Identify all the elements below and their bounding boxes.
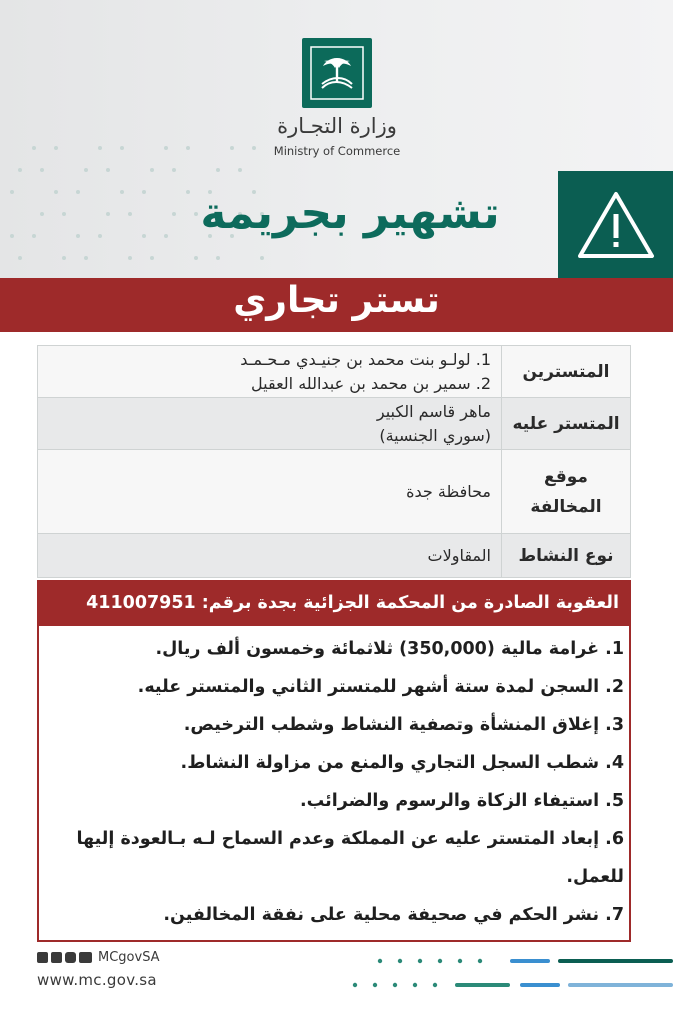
decorative-dot <box>84 256 88 260</box>
penalty-item: 2. السجن لمدة ستة أشهر للمتستر الثاني والمتستر عليه. <box>137 677 624 697</box>
location-value: محافظة جدة <box>38 450 502 534</box>
ministry-name-ar: وزارة التجـارة <box>277 114 397 138</box>
social-handle[interactable]: MCgovSA <box>98 950 160 965</box>
decorative-dot <box>120 190 124 194</box>
decorative-dot <box>128 256 132 260</box>
decorative-dot <box>230 146 234 150</box>
category-label: تستر تجاري <box>233 280 440 321</box>
decorative-dot <box>62 212 66 216</box>
location-label-line-1: موقع <box>544 466 588 487</box>
decorative-dot <box>32 234 36 238</box>
decorative-dot <box>164 234 168 238</box>
decorative-dot <box>10 190 14 194</box>
decorative-dot <box>216 168 220 172</box>
table-row <box>38 398 631 450</box>
penalty-item: 7. نشر الحكم في صحيفة محلية على نفقة المخالفين. <box>163 905 624 925</box>
decorative-dot <box>40 168 44 172</box>
concealer-1: 1. لولـو بنت محمد بن جنيـدي مـحـمـد <box>240 349 491 369</box>
concealed-value <box>38 398 502 450</box>
decorative-dot <box>120 146 124 150</box>
decorative-dot <box>40 212 44 216</box>
footer-decoration <box>340 950 673 1000</box>
facebook-icon[interactable] <box>51 952 62 963</box>
decorative-dot <box>260 256 264 260</box>
decorative-dot <box>32 146 36 150</box>
decorative-dot <box>62 256 66 260</box>
concealed-name: ماهر قاسم الكبير <box>376 401 491 421</box>
decorative-dot <box>54 146 58 150</box>
decorative-dot <box>98 146 102 150</box>
activity-value: المقاولات <box>38 534 502 578</box>
location-label-line-2: المخالفة <box>530 496 602 517</box>
penalty-list <box>44 630 624 934</box>
ministry-emblem-icon <box>302 38 372 108</box>
location-label <box>502 450 631 534</box>
decorative-dot <box>150 256 154 260</box>
decorative-dot <box>10 234 14 238</box>
decorative-dot <box>186 146 190 150</box>
decorative-dot <box>216 256 220 260</box>
concealers-value <box>38 346 502 398</box>
decorative-dot <box>54 190 58 194</box>
activity-label: نوع النشاط <box>502 534 631 578</box>
decorative-dot <box>76 190 80 194</box>
decorative-dot <box>194 256 198 260</box>
twitter-icon[interactable] <box>37 952 48 963</box>
decorative-dot <box>84 168 88 172</box>
decorative-dot <box>18 256 22 260</box>
concealers-label: المتسترين <box>502 346 631 398</box>
penalty-item: 4. شطب السجل التجاري والمنع من مزاولة النشاط. <box>180 753 624 773</box>
table-row <box>38 450 631 534</box>
warning-panel <box>558 171 673 278</box>
penalty-item: 3. إغلاق المنشأة وتصفية النشاط وشطب الترخيص. <box>183 715 624 735</box>
ministry-name-en: Ministry of Commerce <box>273 144 401 158</box>
youtube-icon[interactable] <box>79 952 92 963</box>
concealer-2: 2. سمير بن محمد بن عبدالله العقيل <box>251 373 491 393</box>
instagram-icon[interactable] <box>65 952 76 963</box>
decorative-dot <box>164 146 168 150</box>
decorative-dot <box>238 168 242 172</box>
decorative-dot <box>142 234 146 238</box>
decorative-dot <box>76 234 80 238</box>
decorative-dot <box>106 212 110 216</box>
case-details-table <box>37 345 631 578</box>
website-link[interactable]: www.mc.gov.sa <box>37 971 157 989</box>
penalty-heading: العقوبة الصادرة من المحكمة الجزائية بجدة برقم: 411007951 <box>37 580 631 626</box>
decorative-dot <box>128 212 132 216</box>
decorative-dot <box>18 168 22 172</box>
decorative-dot <box>172 168 176 172</box>
page-title: تشهير بجريمة <box>200 188 500 239</box>
penalty-item: 5. استيفاء الزكاة والرسوم والضرائب. <box>299 791 624 811</box>
concealed-label: المتستر عليه <box>502 398 631 450</box>
decorative-dot <box>172 212 176 216</box>
social-handles[interactable] <box>37 950 160 965</box>
penalty-item: 1. غرامة مالية (350,000) ثلاثمائة وخمسون ألف ريال. <box>155 639 624 659</box>
decorative-dot <box>150 168 154 172</box>
table-row <box>38 346 631 398</box>
concealed-nationality: (سوري الجنسية) <box>379 425 491 445</box>
decorative-dot <box>142 190 146 194</box>
decorative-dot <box>98 234 102 238</box>
table-row <box>38 534 631 578</box>
penalty-item: 6. إبعاد المتستر عليه عن المملكة وعدم السماح لـه بـالعودة إليها للعمل. <box>76 829 624 887</box>
warning-triangle-icon <box>575 189 657 261</box>
decorative-dot <box>106 168 110 172</box>
